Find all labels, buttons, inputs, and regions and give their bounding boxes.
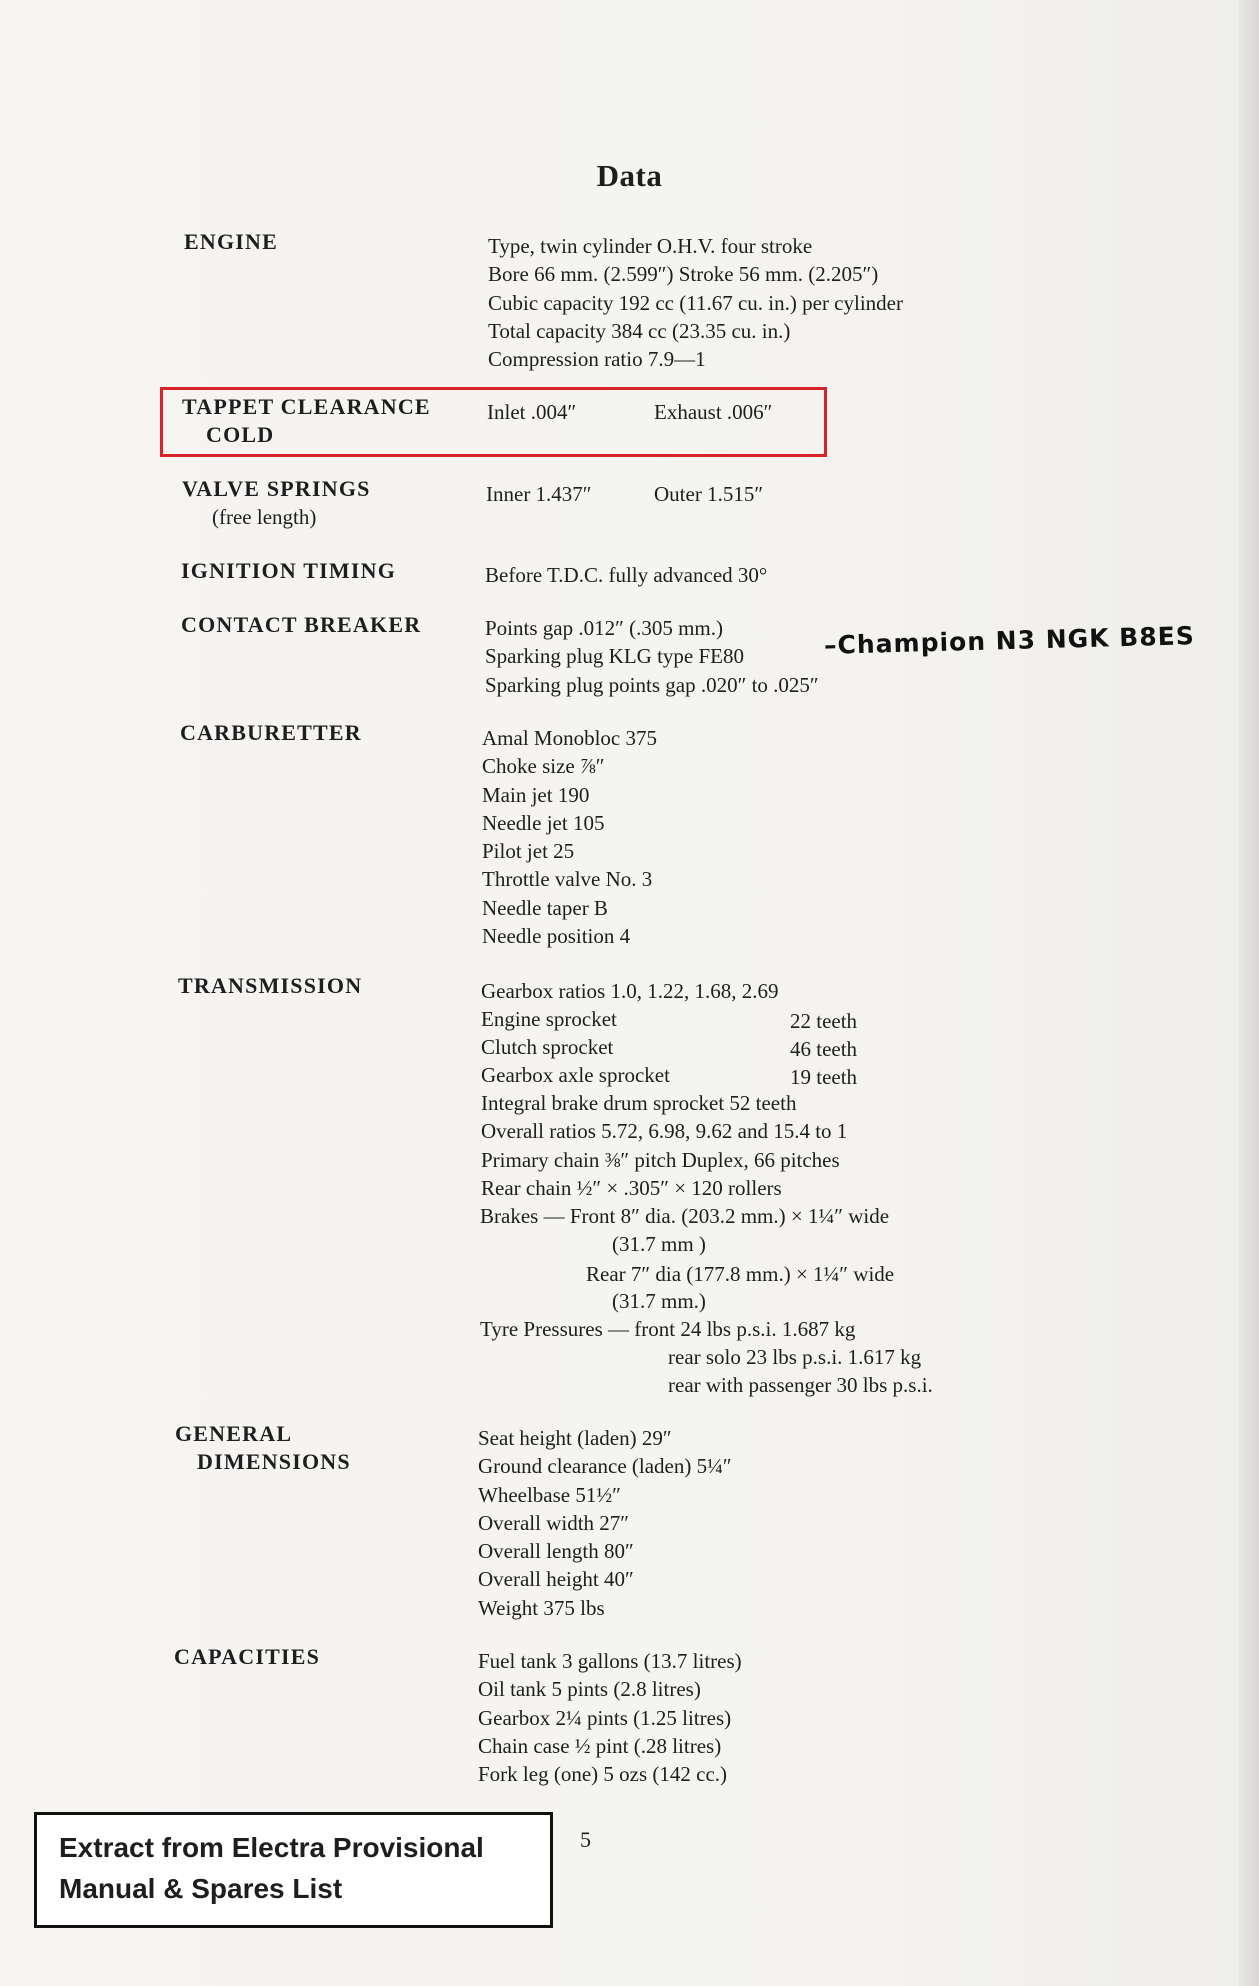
sprocket-teeth: 46 teeth (790, 1037, 858, 1061)
sprocket-teeth: 22 teeth (790, 1009, 858, 1033)
transmission-label: TRANSMISSION (178, 973, 363, 998)
dimension-line: Overall height 40″ (478, 1567, 634, 1592)
dimension-line: Wheelbase 51½″ (478, 1482, 621, 1507)
valve-springs-label (182, 475, 371, 531)
carb-line: Throttle valve No. 3 (482, 867, 653, 892)
brakes-rear-mm: (31.7 mm.) (612, 1289, 706, 1313)
engine-line: Total capacity 384 cc (23.35 cu. in.) (488, 318, 791, 343)
carb-line: Main jet 190 (482, 782, 590, 807)
carb-line: Amal Monobloc 375 (482, 726, 657, 750)
engine-line: Bore 66 mm. (2.599″) Stroke 56 mm. (2.205″) (488, 262, 879, 287)
general-label-line1: GENERAL (175, 1421, 293, 1446)
tappet-exhaust: Exhaust .006″ (654, 400, 773, 424)
capacity-line: Gearbox 2¼ pints (1.25 litres) (478, 1705, 732, 1730)
page-number: 5 (580, 1827, 591, 1852)
engine-line: Compression ratio 7.9—1 (488, 347, 706, 372)
dimension-line: Overall width 27″ (478, 1510, 630, 1535)
valve-springs-title: VALVE SPRINGS (182, 476, 371, 501)
sprocket-name: Engine sprocket (481, 1007, 617, 1031)
tappet-inlet: Inlet .004″ (487, 400, 577, 424)
engine-specs (488, 232, 903, 373)
tappet-label-line2: COLD (206, 422, 275, 447)
tyre-front: Tyre Pressures — front 24 lbs p.s.i. 1.687 kg (480, 1317, 856, 1341)
contact-line: Sparking plug KLG type FE80 (485, 644, 744, 669)
transmission-line: Rear chain ½″ × .305″ × 120 rollers (481, 1175, 782, 1200)
capacity-line: Fuel tank 3 gallons (13.7 litres) (478, 1649, 742, 1673)
ignition-value: Before T.D.C. fully advanced 30° (485, 563, 768, 587)
carburetter-label: CARBURETTER (180, 720, 362, 745)
engine-line: Type, twin cylinder O.H.V. four stroke (488, 234, 813, 258)
brakes-front: Brakes — Front 8″ dia. (203.2 mm.) × 1¼″ wide (480, 1204, 890, 1228)
sprocket-name: Gearbox axle sprocket (481, 1063, 670, 1087)
contact-line: Sparking plug points gap .020″ to .025″ (485, 672, 819, 697)
tyre-rear-passenger: rear with passenger 30 lbs p.s.i. (668, 1373, 933, 1397)
ignition-label: IGNITION TIMING (181, 558, 397, 583)
dimension-line: Seat height (laden) 29″ (478, 1426, 672, 1450)
capacities-label: CAPACITIES (174, 1644, 321, 1669)
dimension-line: Weight 375 lbs (478, 1595, 605, 1620)
capacity-line: Fork leg (one) 5 ozs (142 cc.) (478, 1762, 728, 1787)
tyre-rear-solo: rear solo 23 lbs p.s.i. 1.617 kg (668, 1345, 922, 1369)
capacity-line: Chain case ½ pint (.28 litres) (478, 1733, 722, 1758)
carburetter-specs (482, 724, 657, 950)
handwritten-plug-note: –Champion N3 NGK B8ES (823, 621, 1196, 660)
transmission-line: Primary chain ⅜″ pitch Duplex, 66 pitches (481, 1147, 840, 1172)
page-title: Data (596, 158, 663, 193)
carb-line: Pilot jet 25 (482, 839, 575, 864)
transmission-line: Integral brake drum sprocket 52 teeth (481, 1091, 797, 1115)
general-dimensions-specs (478, 1424, 732, 1622)
engine-line: Cubic capacity 192 cc (11.67 cu. in.) per cylinder (488, 290, 903, 315)
transmission-line: Overall ratios 5.72, 6.98, 9.62 and 15.4 to 1 (481, 1119, 848, 1144)
page-edge (1239, 0, 1259, 1986)
sprocket-name: Clutch sprocket (481, 1035, 614, 1059)
extract-note-line2: Manual & Spares List (59, 1873, 343, 1904)
extract-note-line1: Extract from Electra Provisional (59, 1832, 484, 1863)
contact-breaker-label: CONTACT BREAKER (181, 612, 422, 637)
tappet-label (182, 393, 431, 449)
contact-line: Points gap .012″ (.305 mm.) (485, 616, 723, 640)
brakes-rear: Rear 7″ dia (177.8 mm.) × 1¼″ wide (586, 1262, 895, 1286)
brakes-front-mm: (31.7 mm ) (612, 1232, 706, 1256)
capacities-specs (478, 1647, 742, 1788)
contact-breaker-specs (485, 614, 819, 699)
carb-line: Needle jet 105 (482, 810, 605, 835)
engine-label: ENGINE (184, 229, 278, 254)
general-dimensions-label (175, 1420, 351, 1476)
gearbox-ratios: Gearbox ratios 1.0, 1.22, 1.68, 2.69 (481, 979, 779, 1003)
valve-springs-sub: (free length) (212, 505, 317, 529)
capacity-line: Oil tank 5 pints (2.8 litres) (478, 1677, 701, 1702)
dimension-line: Ground clearance (laden) 5¼″ (478, 1454, 732, 1479)
valve-outer: Outer 1.515″ (654, 482, 764, 506)
dimension-line: Overall length 80″ (478, 1539, 634, 1564)
valve-inner: Inner 1.437″ (486, 482, 592, 506)
extract-note-box (34, 1812, 553, 1928)
carb-line: Choke size ⅞″ (482, 754, 605, 779)
sprocket-teeth: 19 teeth (790, 1065, 858, 1089)
general-label-line2: DIMENSIONS (197, 1449, 351, 1474)
carb-line: Needle position 4 (482, 924, 631, 949)
transmission-specs (481, 1089, 847, 1202)
tappet-label-line1: TAPPET CLEARANCE (182, 394, 431, 419)
carb-line: Needle taper B (482, 895, 608, 920)
